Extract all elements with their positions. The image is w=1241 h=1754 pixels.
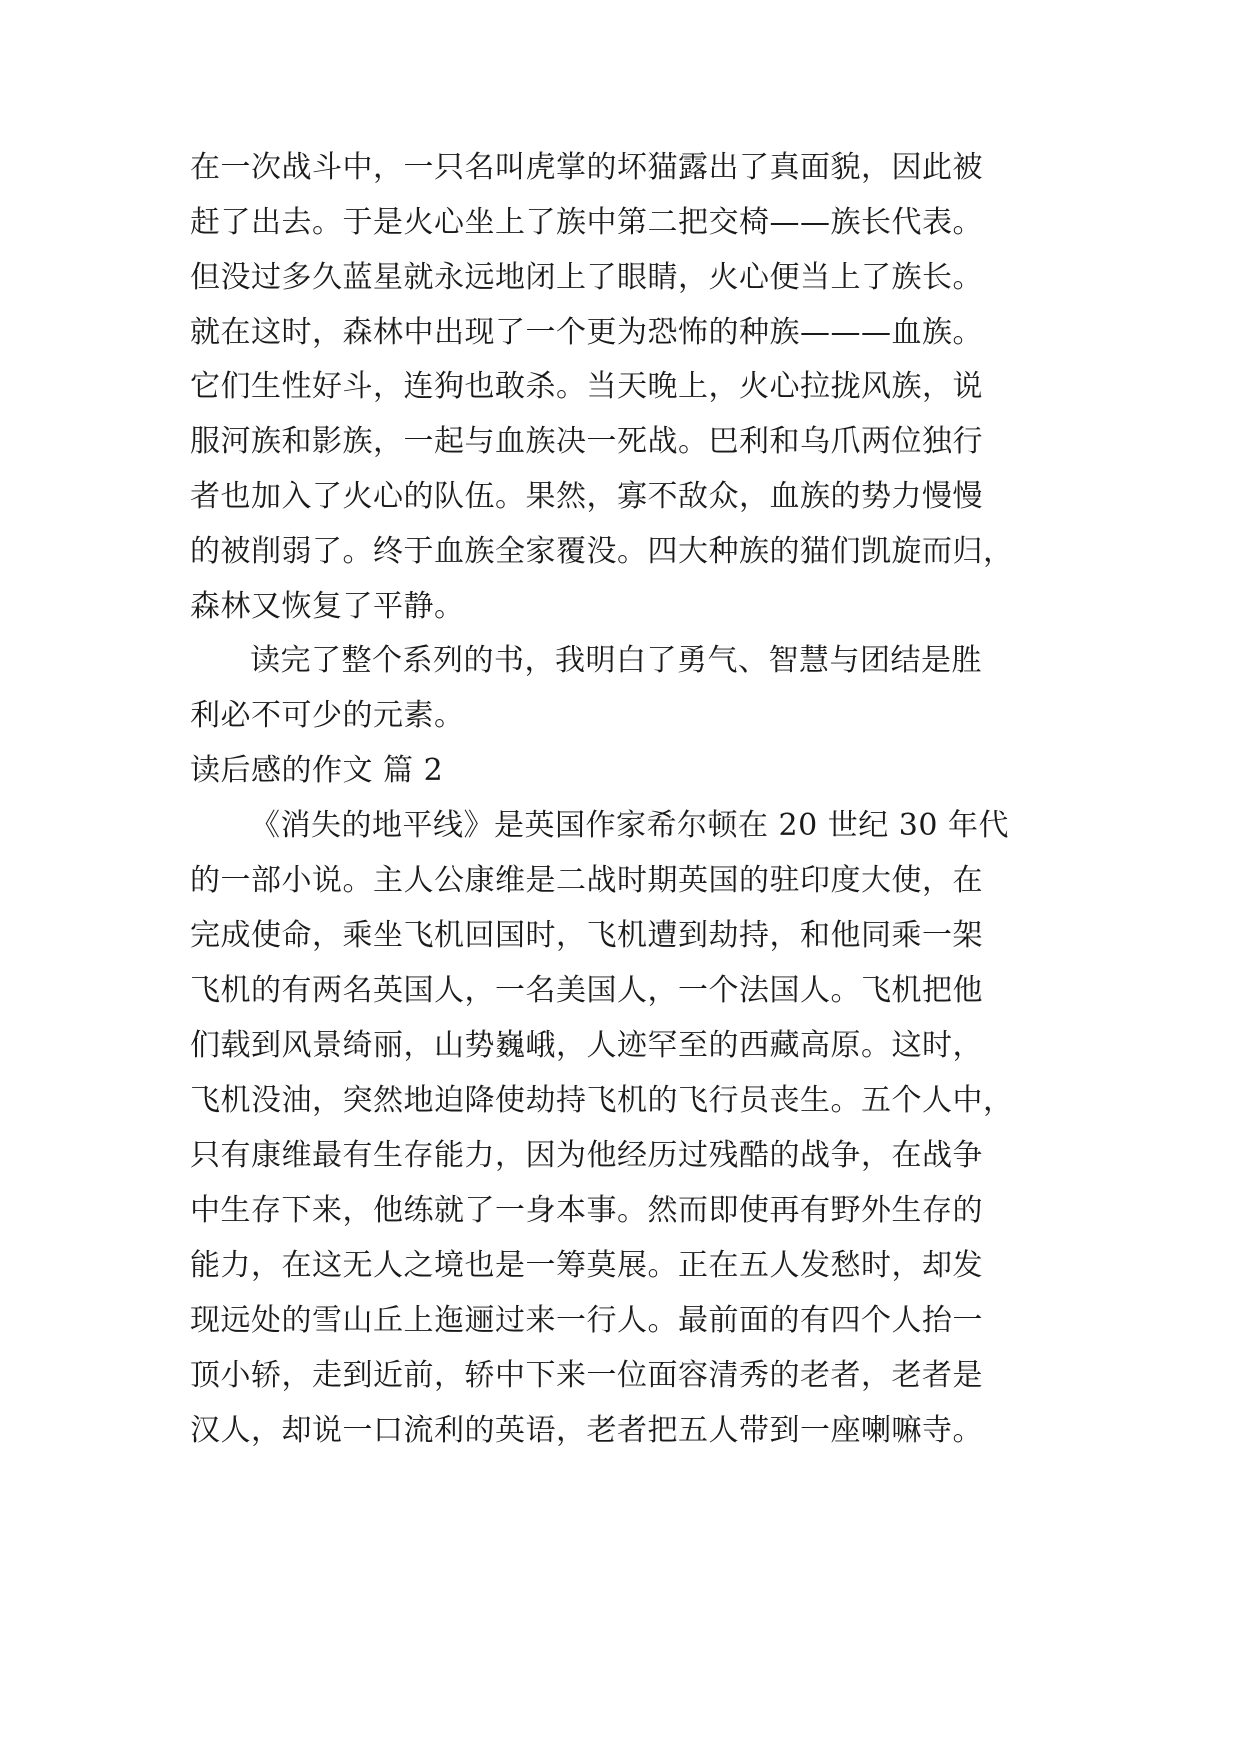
section-heading: 读后感的作文 篇 2 — [190, 753, 444, 788]
text-line: 赶了出去。于是火心坐上了族中第二把交椅——族长代表。 — [190, 205, 983, 240]
text-line: 飞机没油，突然地迫降使劫持飞机的飞行员丧生。五个人中， — [190, 1083, 1014, 1118]
text-line: 顶小轿，走到近前，轿中下来一位面容清秀的老者，老者是 — [190, 1358, 983, 1393]
text-line: 现远处的雪山丘上迤逦过来一行人。最前面的有四个人抬一 — [190, 1303, 983, 1338]
paragraph-first-line: 读完了整个系列的书，我明白了勇气、智慧与团结是胜 — [250, 643, 982, 678]
text-line: 能力，在这无人之境也是一筹莫展。正在五人发愁时，却发 — [190, 1248, 983, 1283]
paragraph-first-line: 《消失的地平线》是英国作家希尔顿在 20 世纪 30 年代 — [250, 808, 1009, 843]
text-line: 在一次战斗中，一只名叫虎掌的坏猫露出了真面貌，因此被 — [190, 150, 983, 185]
text-line: 的一部小说。主人公康维是二战时期英国的驻印度大使，在 — [190, 863, 983, 898]
text-line: 飞机的有两名英国人，一名美国人，一个法国人。飞机把他 — [190, 973, 983, 1008]
text-line: 汉人，却说一口流利的英语，老者把五人带到一座喇嘛寺。 — [190, 1413, 983, 1448]
text-line: 中生存下来，他练就了一身本事。然而即使再有野外生存的 — [190, 1193, 983, 1228]
text-line: 们载到风景绮丽，山势巍峨，人迹罕至的西藏高原。这时， — [190, 1028, 983, 1063]
text-line: 但没过多久蓝星就永远地闭上了眼睛，火心便当上了族长。 — [190, 260, 983, 295]
text-line: 完成使命，乘坐飞机回国时，飞机遭到劫持，和他同乘一架 — [190, 918, 983, 953]
text-line: 者也加入了火心的队伍。果然，寡不敌众，血族的势力慢慢 — [190, 479, 983, 514]
text-line: 它们生性好斗，连狗也敢杀。当天晚上，火心拉拢风族，说 — [190, 369, 983, 404]
text-line: 利必不可少的元素。 — [190, 698, 465, 733]
text-line: 森林又恢复了平静。 — [190, 589, 465, 624]
text-line: 服河族和影族，一起与血族决一死战。巴利和乌爪两位独行 — [190, 424, 983, 459]
text-line: 就在这时，森林中出现了一个更为恐怖的种族———血族。 — [190, 315, 983, 350]
text-line: 的被削弱了。终于血族全家覆没。四大种族的猫们凯旋而归， — [190, 534, 1014, 569]
text-line: 只有康维最有生存能力，因为他经历过残酷的战争，在战争 — [190, 1138, 983, 1173]
